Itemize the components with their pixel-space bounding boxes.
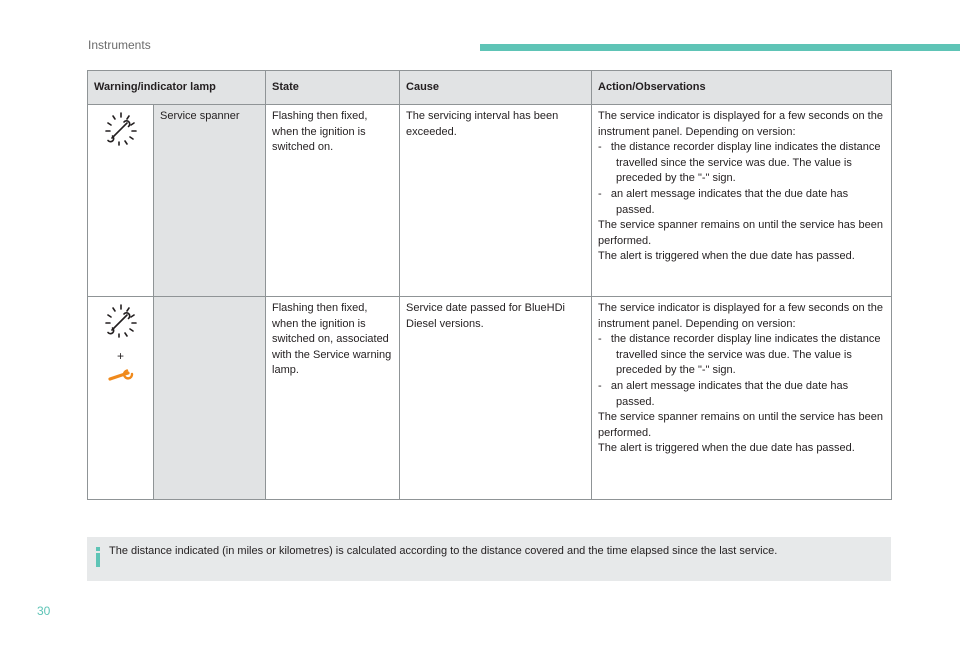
section-header-bar: [480, 44, 960, 51]
service-warning-wrench-icon: [106, 368, 136, 382]
state-cell: Flashing then fixed, when the ignition is switched on.: [266, 105, 400, 297]
column-header-action: Action/Observations: [592, 71, 892, 105]
action-intro: The service indicator is displayed for a few seconds on the instrument panel. Depending on version:: [598, 110, 883, 138]
table-row: [88, 297, 892, 500]
column-header-state: State: [266, 71, 400, 105]
lamp-icon-cell: [88, 297, 154, 500]
plus-sign: +: [116, 348, 124, 363]
state-cell: Flashing then fixed, when the ignition is switched on, associated with the Service warning lamp.: [266, 297, 400, 500]
lamp-icon-cell: [88, 105, 154, 297]
table-row: [88, 105, 892, 297]
info-note-box: [87, 537, 891, 581]
action-item: - the distance recorder display line indicates the distance travelled since the service was due. The value is preceded by the "-" sign.: [598, 333, 881, 377]
action-item: - the distance recorder display line indicates the distance travelled since the service was due. The value is preceded by the "-" sign.: [598, 141, 881, 185]
lamp-name: [154, 297, 266, 500]
action-cell: [592, 297, 892, 500]
action-cell: [592, 105, 892, 297]
action-item: - an alert message indicates that the due date has passed.: [598, 379, 849, 408]
action-outro: The alert is triggered when the due date has passed.: [598, 442, 855, 455]
service-spanner-icon: [99, 301, 143, 341]
cause-cell: Service date passed for BlueHDi Diesel versions.: [400, 297, 592, 500]
lamp-name: Service spanner: [154, 105, 266, 297]
action-outro: The alert is triggered when the due date has passed.: [598, 250, 855, 263]
info-icon: [95, 547, 101, 567]
action-intro: The service indicator is displayed for a few seconds on the instrument panel. Depending on version:: [598, 302, 883, 330]
page-number: 30: [37, 604, 51, 618]
warning-lamp-table: [87, 70, 892, 500]
service-spanner-icon: [99, 109, 143, 149]
info-note-text: The distance indicated (in miles or kilometres) is calculated according to the distance covered and the time elapsed since the last service.: [109, 545, 778, 557]
action-outro: The service spanner remains on until the service has been performed.: [598, 411, 883, 439]
cause-cell: The servicing interval has been exceeded.: [400, 105, 592, 297]
action-item: - an alert message indicates that the due date has passed.: [598, 187, 849, 216]
section-title: Instruments: [88, 38, 151, 52]
column-header-cause: Cause: [400, 71, 592, 105]
table-header-row: [88, 71, 892, 105]
action-outro: The service spanner remains on until the service has been performed.: [598, 219, 883, 247]
column-header-lamp: Warning/indicator lamp: [88, 71, 266, 105]
